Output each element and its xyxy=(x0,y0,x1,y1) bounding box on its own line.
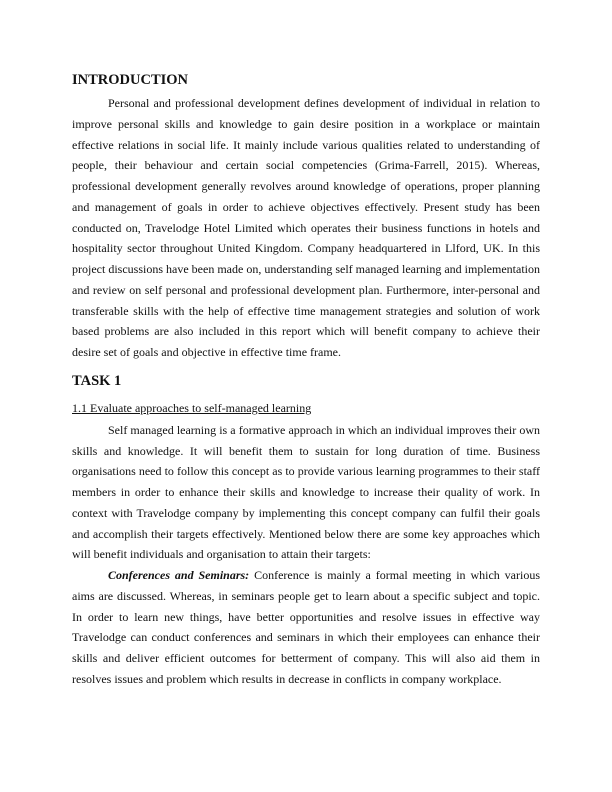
paragraph-line: Personal and professional development defines development of individual in relation to xyxy=(108,96,540,110)
document-page xyxy=(72,70,540,690)
task1-heading: TASK 1 xyxy=(72,372,122,389)
paragraph-line: project discussions have been made on, understanding self managed learning and implementation xyxy=(72,262,540,276)
introduction-heading: INTRODUCTION xyxy=(72,72,189,88)
line-text: Conference is mainly a formal meeting in which various xyxy=(249,568,541,582)
paragraph-line: Travelodge can conduct conferences and seminars in which their employees can enhance their xyxy=(72,630,540,645)
paragraph-line xyxy=(72,565,540,586)
paragraph-line: transferable skills with the help of effective time management strategies and solution of work xyxy=(72,303,540,318)
paragraph-line: will benefit individuals and organisation to attain their targets: xyxy=(72,547,371,562)
paragraph-line: aims are discussed. Whereas, in seminars people get to learn about a specific subject and topic. xyxy=(72,588,540,603)
paragraph-line: and accomplish their targets effectively. Mentioned below there are some key approaches which xyxy=(72,526,540,541)
paragraph-line: professional development generally revolves around knowledge of operations, proper planning xyxy=(72,179,540,193)
conferences-paragraph xyxy=(72,565,540,690)
paragraph-line: conducted on, Travelodge Hotel Limited which operates their business functions in hotels and xyxy=(72,220,540,235)
self-managed-learning-paragraph xyxy=(72,420,540,565)
term-conferences: Conferences and Seminars: xyxy=(108,568,250,582)
paragraph-line: based problems are also included in this report which will benefit company to achieve their xyxy=(72,324,540,339)
paragraph-line: hospitality sector throughout United Kingdom. Company headquartered in Llford, UK. In this xyxy=(72,241,540,256)
paragraph-line: desire set of goals and objective in effective time frame. xyxy=(72,345,342,359)
paragraph-line: In order to learn new things, have better opportunities and resolve issues in effective way xyxy=(72,609,540,624)
paragraph-line: effective relations in social life. It mainly include various qualities related to understanding of xyxy=(72,137,540,152)
paragraph-line: context with Travelodge company by implementing this concept company can fulfil their goals xyxy=(72,505,540,520)
introduction-paragraph xyxy=(72,93,540,363)
paragraph-line: skills and deliver efficient outcomes for betterment of company. This will also aid them in xyxy=(72,651,540,665)
paragraph-line: improve personal skills and knowledge to gain desire position in a workplace or maintain xyxy=(72,116,540,131)
paragraph-line: and management of goals in order to achieve objectives effectively. Present study has been xyxy=(72,199,540,214)
paragraph-line: Self managed learning is a formative approach in which an individual improves their own xyxy=(108,422,540,437)
section-1-1-subheading: 1.1 Evaluate approaches to self-managed learning xyxy=(72,400,312,415)
paragraph-line: members in order to enhance their skills and knowledge to increase their quality of work. In xyxy=(72,485,540,499)
paragraph-line: organisations need to follow this concept as to provide various learning programmes to their staff xyxy=(72,464,540,479)
paragraph-line: and review on self personal and professional development plan. Furthermore, inter-personal and xyxy=(72,282,540,297)
paragraph-line: resolves issues and problem which results in decrease in conflicts in company workplace. xyxy=(72,671,502,686)
paragraph-line: skills and knowledge. It will benefit them to sustain for long duration of time. Business xyxy=(72,443,540,458)
paragraph-line: people, their behaviour and certain social competencies (Grima-Farrell, 2015). Whereas, xyxy=(72,158,540,173)
